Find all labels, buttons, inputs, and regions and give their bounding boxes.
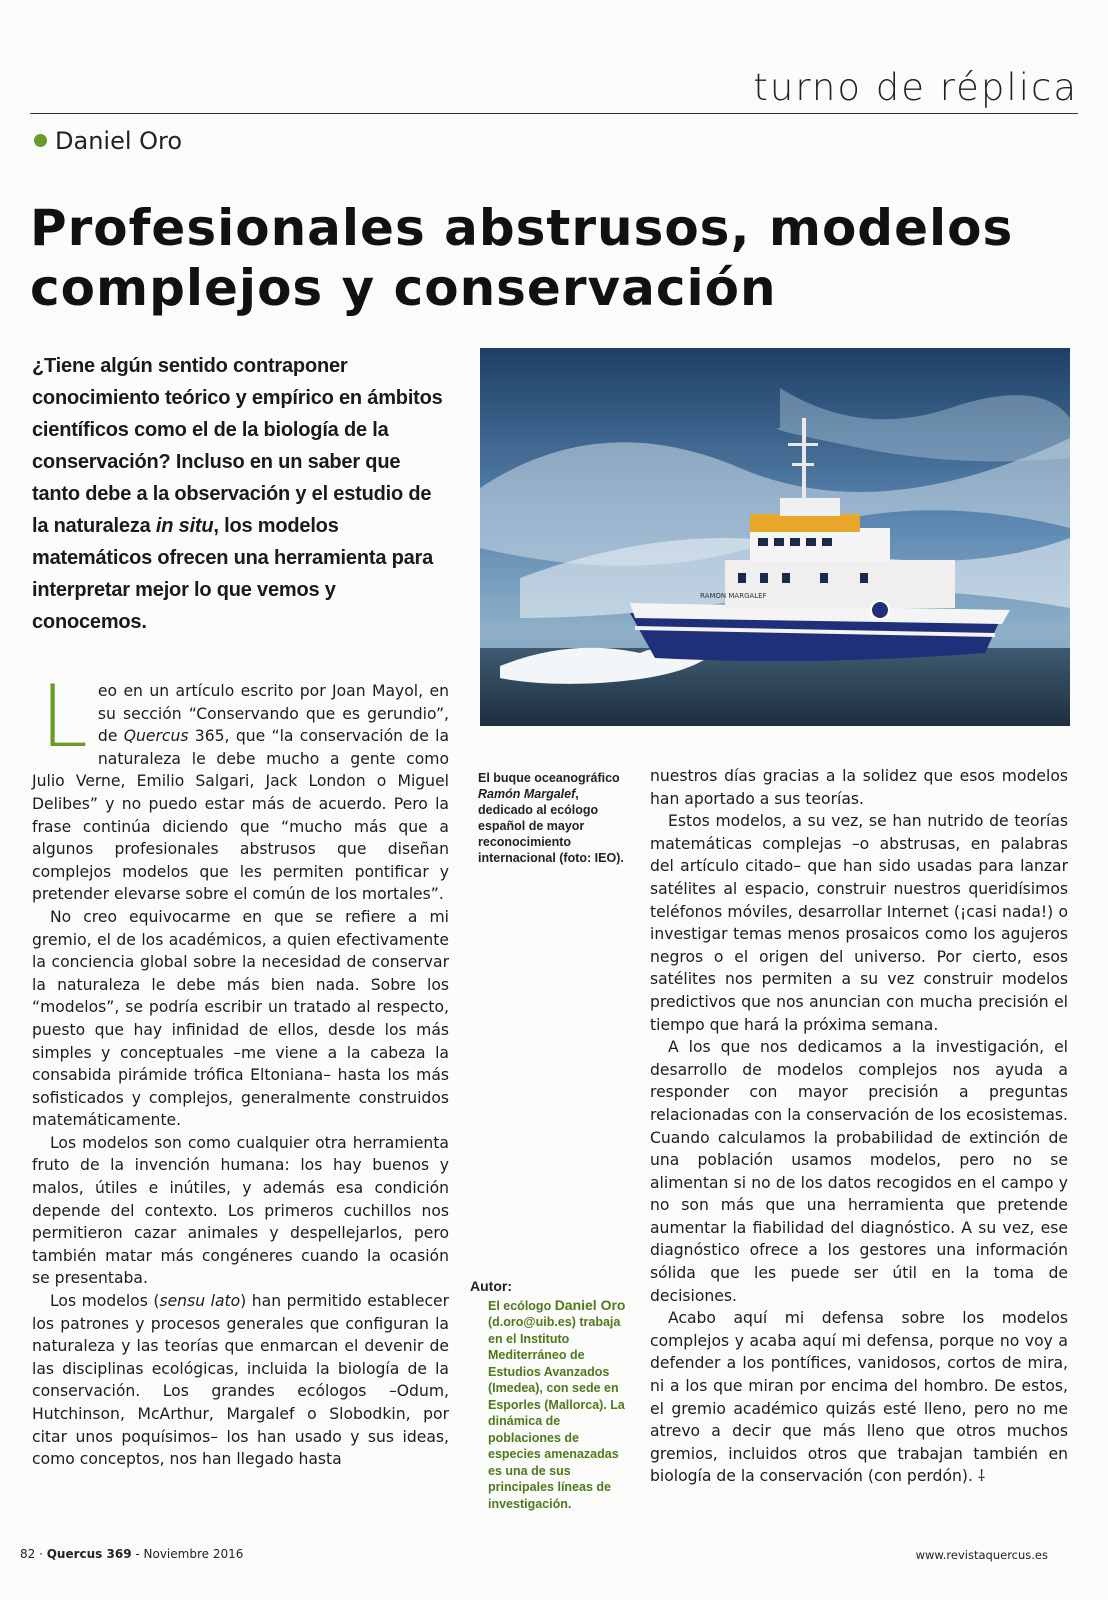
- p1-text-1: eo en un artículo escrito por Joan Mayol, en su sección “Conservando que es gerundio”, de: [97, 682, 449, 746]
- lead-text-1: ¿Tiene algún sentido contraponer conocimiento teórico y empírico en ámbitos científicos como el de la biología de la conservación? Incluso en un saber que tanto debe a la observación y el estudio de la naturaleza: [32, 355, 443, 537]
- byline-name: Daniel Oro: [55, 127, 183, 155]
- magazine-issue: Quercus 369: [46, 1547, 132, 1561]
- ship-photo: [480, 348, 1070, 726]
- p4-text-2: ) han permitido establecer los patrones y procesos generales que configuran la naturaleza y las teorías que enmarcan el devenir de las disciplinas ecológicas, incluida la biología de la conservación. Los grandes ecólogos –Odum, Hutchinson, McArthur, Margalef o Slobodkin, por citar unos poquísimos– los han usado y sus ideas, como conceptos, nos han llegado hasta: [32, 1292, 450, 1469]
- author-box-name: Daniel Oro: [554, 1296, 626, 1313]
- author-text-1: El ecólogo: [488, 1298, 555, 1313]
- author-box: [470, 1278, 630, 1512]
- issue-date: - Noviembre 2016: [131, 1547, 244, 1561]
- paragraph-5: nuestros días gracias a la solidez que esos modelos han aportado a sus teorías.: [650, 767, 1068, 808]
- paragraph-4: [32, 1290, 449, 1471]
- lead-paragraph: [32, 350, 452, 638]
- paragraph-2: No creo equivocarme en que se refiere a mi gremio, el de los académicos, a quien efectivamente la conciencia global sobre la necesidad de conservar la naturaleza le debe más bien nada. Sobre los “modelos”, se podría escribir un tratado al respecto, puesto que hay infinidad de ellos, desde los más simples y conceptuales –me viene a la cabeza la consabida pirámide trófica Eltoniana– hasta los más sofisticados y complejos, generalmente construidos matemáticamente.: [32, 907, 449, 1130]
- body-column-2: [650, 765, 1068, 1488]
- caption-text-1: El buque oceanográfico: [478, 771, 620, 785]
- bullet-icon: [34, 134, 47, 147]
- paragraph-1: [32, 667, 449, 906]
- footer-url: www.revistaquercus.es: [915, 1548, 1048, 1562]
- p1-text-2: 365, que “la conservación de la naturaleza le debe mucho a gente como Julio Verne, Emilio Salgari, Jack London o Miguel Delibes” y no puedo estar más de acuerdo. Pero la frase continúa diciendo que “mucho más que a algunos profesionales abstrusos que diseñan complejos modelos que les permiten pontificar y pretender elevarse sobre el común de los mortales”.: [32, 727, 449, 904]
- photo-caption: [478, 770, 630, 866]
- body-column-1: [32, 667, 450, 1471]
- end-mark-icon: ⸸: [977, 1467, 986, 1486]
- caption-text-2: , dedicado al ecólogo español de mayor reconocimiento internacional (foto: IEO).: [478, 787, 624, 865]
- lead-italic: in situ: [155, 515, 214, 537]
- lead-text-2: , los modelos matemáticos ofrecen una herramienta para interpretar mejor lo que vemos y conocemos.: [32, 515, 434, 633]
- p4-text-1: Los modelos (: [50, 1292, 160, 1311]
- p4-italic: sensu lato: [159, 1292, 241, 1311]
- author-label: Autor:: [470, 1278, 512, 1294]
- headline: Profesionales abstrusos, modelos complejos y conservación: [30, 199, 1014, 317]
- page-number: 82 ·: [20, 1547, 47, 1561]
- header-rule: [30, 113, 1078, 114]
- paragraph-7: A los que nos dedicamos a la investigación, el desarrollo de modelos complejos nos ayuda a responder con mayor precisión a preguntas relacionadas con la conservación de los ecosistemas. Cuando calculamos la probabilidad de extinción de una población usamos modelos, pero no se alimentan si no de los datos recogidos en el campo y no son más que una herramienta que pretende aumentar la fiabilidad del diagnóstico. A su vez, ese diagnóstico ofrece a los gestores una información sólida que les puede ser útil en la toma de decisiones.: [650, 1038, 1068, 1305]
- section-tag: turno de réplica: [753, 66, 1078, 109]
- paragraph-8: [650, 1307, 1068, 1488]
- author-text-2: (d.oro@uib.es) trabaja en el Instituto Mediterráneo de Estudios Avanzados (Imedea), con sede en Esporles (Mallorca). La dinámica de poblaciones de especies amenazadas es una de sus principales líneas de investigación.: [488, 1315, 625, 1511]
- paragraph-3: Los modelos son como cualquier otra herramienta fruto de la invención humana: los hay buenos y malos, útiles e inútiles, y además esa condición depende del contexto. Los primeros cuchillos nos permitieron cazar animales y despellejarlos, pero también matar más congéneres cuando la ocasión se presentaba.: [32, 1133, 449, 1288]
- paragraph-6: Estos modelos, a su vez, se han nutrido de teorías matemáticas complejas –o abstrusas, en palabras del artículo citado– que han sido usadas para lanzar satélites al espacio, construir nuestros queridísimos teléfonos móviles, desarrollar Internet (¡casi nada!) o investigar temas menos prosaicos como los agujeros negros o el origen del universo. Por cierto, esos satélites nos permiten a su vez construir modelos predictivos que nos anuncian con mucha precisión el tiempo que hará la próxima semana.: [650, 812, 1068, 1034]
- byline: [34, 127, 182, 155]
- ship-illustration: [480, 348, 1070, 726]
- p8-text: Acabo aquí mi defensa sobre los modelos complejos y acaba aquí mi defensa, porque no voy a defender a los pontífices, vanidosos, cortos de mira, ni a los que miran por encima del hombro. De estos, el gremio académico quizás esté lleno, pero no me atrevo a decir que más lleno que otros muchos gremios, incluidos otros que trabajan también en biología de la conservación (con perdón).: [650, 1309, 1068, 1486]
- dropcap: L: [40, 667, 88, 767]
- caption-italic: Ramón Margalef: [478, 787, 576, 801]
- p1-italic: Quercus: [123, 727, 189, 746]
- ship-name-label: RAMON MARGALEF: [700, 592, 767, 600]
- footer-folio: [20, 1547, 243, 1561]
